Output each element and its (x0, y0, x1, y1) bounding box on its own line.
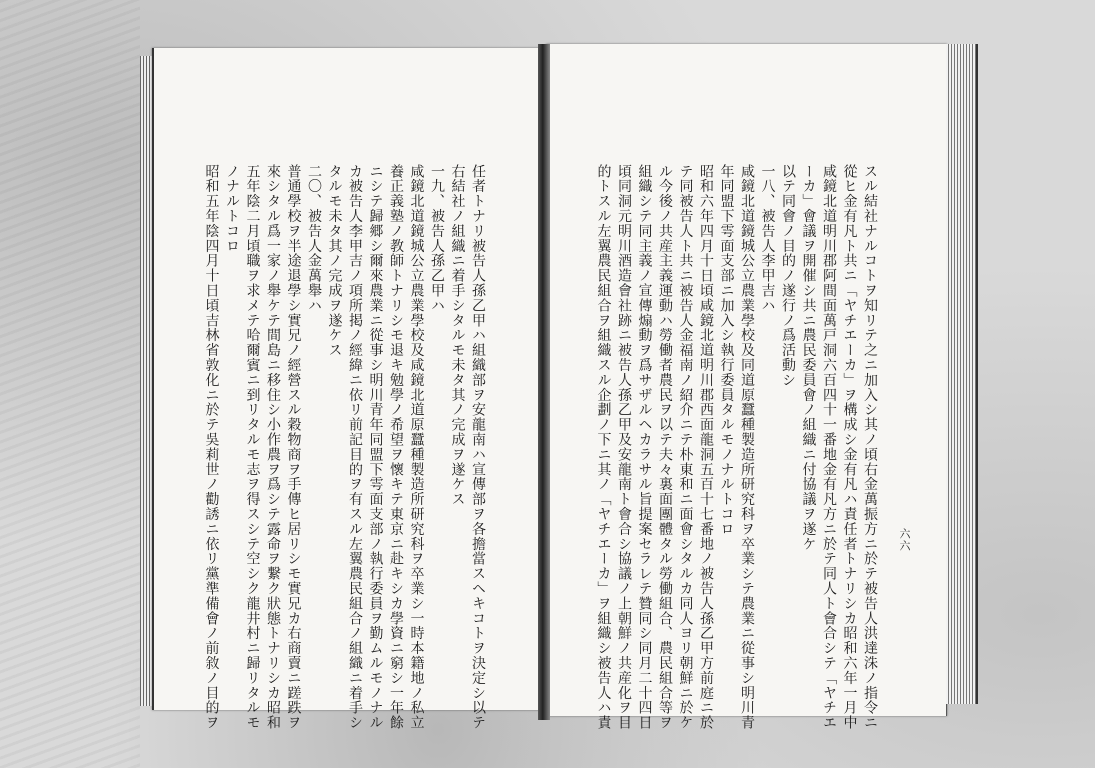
text-column: 咸鏡北道鏡城公立農業學校及咸鏡北道原蠶種製造所研究科ヲ卒業シ一時本籍地ノ私立 (408, 164, 425, 731)
text-column: 任者トナリ被告人孫乙甲ハ組織部ヲ安龍南ハ宣傳部ヲ各擔當スヘキコトヲ決定シ以テ (470, 164, 486, 731)
text-column: 的トスル左翼農民組合ヲ組織スル企劃ノ下ニ其ノ「ヤチエーカ」ヲ組織シ被告人ハ責 (595, 164, 612, 731)
text-column: 昭和六年四月十日頃咸鏡北道明川郡西面龍洞五百十七番地ノ被告人孫乙甲方前庭ニ於 (698, 164, 714, 731)
right-page-text (560, 164, 880, 731)
text-column: 咸鏡北道鏡城公立農業學校及同道原蠶種製造所研究科ヲ卒業シテ農業ニ從事シ明川青 (739, 164, 755, 731)
text-column: 組織シテ同主義ノ宣傳煽動ヲ爲サザルヘカラサル旨提案セラレテ贊同シ同月二十四日 (636, 164, 653, 731)
text-column: タルモ未タ其ノ完成ヲ遂ケス (326, 164, 343, 358)
right-page-edges (946, 44, 978, 704)
book-spine (538, 44, 550, 720)
section-heading: 二〇、被告人金萬舉ハ (306, 164, 322, 313)
text-column: ル今後ノ共産主義運動ハ勞働者農民ヲ以テ夫々裏面團體タル勞働組合、農民組合等ヲ (657, 164, 673, 731)
text-column: ニシテ歸郷シ爾來農業ニ從事シ明川青年同盟下雩面支部ノ執行委員ヲ勤ムルモノナル (367, 164, 384, 731)
text-column: 年同盟下雩面支部ニ加入シ執行委員タルモノナルトコロ (718, 164, 735, 537)
text-column: 普通學校ヲ半途退學シ實兄ノ經營スル穀物商ヲ手傳ヒ居リシモ實兄カ右商賣ニ蹉跌ヲ (285, 164, 302, 731)
section-heading: 一九、被告人孫乙甲ハ (429, 164, 445, 313)
text-column: 以テ同會ノ目的ノ遂行ノ爲活動シ (780, 164, 796, 388)
text-column: テ同被告人ト共ニ被告人金福南ノ紹介ニテ朴東和ニ面會シタルカ同人ヨリ朝鮮ニ於ケ (677, 164, 694, 731)
text-column: ーカ」會議ヲ開催シ共ニ農民委員會ノ組織ニ付協議ヲ遂ケ (800, 164, 817, 552)
text-column: 右結社ノ組織ニ着手シタルモ未タ其ノ完成ヲ遂ケス (449, 164, 466, 507)
scan-background-texture (0, 0, 140, 768)
text-column: 咸鏡北道明川郡阿間面萬戸洞六百四十一番地金有凡方ニ於テ同人ト會合シテ「ヤチエ (821, 164, 837, 731)
text-column: スル結社ナルコトヲ知リテ之ニ加入シ其ノ頃右金萬振方ニ於テ被告人洪達洙ノ指令ニ (862, 164, 878, 731)
left-page-edges (140, 56, 152, 706)
page-number: 六六 (898, 528, 911, 552)
text-column: ノナルトコロ (224, 164, 240, 254)
text-column: 五年陰二月頃職ヲ求メテ哈爾賓ニ到リタルモ志ヲ得スシテ空シク龍井村ニ歸リタルモ (244, 164, 261, 731)
section-heading: 一八、被告人李甲吉ハ (759, 164, 776, 313)
left-page-text (188, 164, 488, 731)
text-column: 頃同洞元明川酒造會社跡ニ被告人孫乙甲及安龍南ト會合シ協議ノ上朝鮮ノ共産化ヲ目 (616, 164, 632, 731)
text-column: 來シタル爲一家ノ舉ケテ間島ニ移住シ小作農ヲ爲シテ露命ヲ繋ク狀態トナリシカ昭和 (265, 164, 281, 731)
text-column: 昭和五年陰四月十日頃吉林省敦化ニ於テ吳莉世ノ勸誘ニ依リ黨準備會ノ前敘ノ目的ヲ (203, 164, 220, 731)
text-column: 養正義塾ノ教師トナリシモ退キ勉學ノ希望ヲ懷キテ東京ニ赴キシカ學資ニ窮シ一年餘 (388, 164, 404, 731)
text-column: カ被告人李甲吉ノ項所掲ノ經緯ニ依リ前記目的ヲ有スル左翼農民組合ノ組織ニ着手シ (347, 164, 363, 731)
text-column: 從ヒ金有凡ト共ニ「ヤチエーカ」ヲ構成シ金有凡ハ責任者トナリシカ昭和六年一月中 (841, 164, 858, 731)
